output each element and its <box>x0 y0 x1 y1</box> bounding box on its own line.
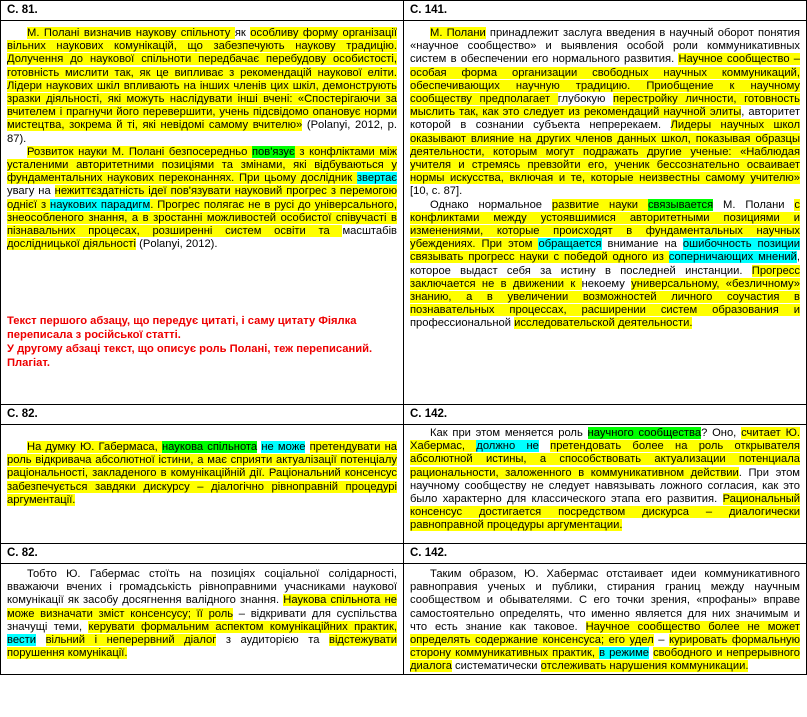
highlighted-text: вести <box>7 634 37 647</box>
right-page-label: С. 141. <box>404 1 807 21</box>
text-span: – <box>653 634 670 647</box>
highlighted-text: развитие науки <box>551 198 648 211</box>
left-text <box>7 441 397 507</box>
text-span: як <box>234 27 251 39</box>
highlighted-text: обращается <box>538 238 602 251</box>
highlighted-text: наукова спільнота <box>161 441 258 453</box>
highlighted-text: Научное сообщество более не может определять содержание консенсуса; его удел <box>410 620 800 647</box>
highlighted-text: Розвиток науки М. Полані безпосередньо <box>27 145 252 158</box>
text-span: [10, с. 87]. <box>410 185 463 198</box>
right-page-label: С. 142. <box>404 405 807 425</box>
text-span: М. Полани <box>713 198 795 211</box>
highlighted-text: особливу форму організації вільних наукових комунікацій, що забезпечують наукову традицію. Долучення до наукової спільноти передбачає перебудову особистості, готовність мислити так, як це випливає з рекомендацій наукової еліти. Лідери наукових шкіл впливають на інших членів цих шкіл, демонструють зразки діяльності, які можуть наслідувати інші вчені: «Спостерігаючи за вчителем і прагнучи його перевершити, учень підсвідомо опановує норми мистецтва, зокрема й ті, які невідомі самому вчителю» <box>7 27 398 132</box>
highlighted-text: претендовать более на роль открывателя абсолютной истины, а способствовать актуализации потенциала рациональности, заложенного в коммуникативном действии <box>410 440 800 479</box>
highlighted-text: связывается <box>647 198 714 211</box>
right-text-cell <box>404 425 807 544</box>
highlighted-text: керувати формальним аспектом комунікаційних практик, <box>88 620 397 633</box>
left-text-cell <box>1 564 404 675</box>
row-header <box>1 1 807 21</box>
text-span: (Polanyi, 2012, p. 87). <box>7 119 397 145</box>
row-body <box>1 21 807 405</box>
text-span: . При этом научному сообществу не следует навязывать ложного согласия, как это было характерно для классического этапа его развития. <box>410 466 800 506</box>
highlighted-text: ошибочность позиции <box>682 238 800 251</box>
row-header <box>1 405 807 425</box>
highlighted-text: научного сообщества <box>587 427 702 439</box>
highlighted-text: перестройку личности, готовность мыслить так, как это следует из рекомендаций научной элиты <box>410 93 800 119</box>
highlighted-text: универсальному, «безличному» знанию, а в увеличении возможностей личного соучастия в познавательных процессах, расширении систем образования и <box>410 277 800 317</box>
right-text <box>410 427 800 533</box>
highlighted-text: претендувати на роль відкривача абсолютної істини, а має сприяти актуалізації потенціалу раціональності, закладеного в комунікаційній дії. Раціональний консенсус забезпечується завдяки дискурсу – діалогічно рівноправній процедурі аргументації. <box>7 441 398 506</box>
highlighted-text: пов'язує <box>251 145 295 158</box>
note-line: У другому абзаці текст, що описує роль Полані, теж переписаний. <box>7 343 373 356</box>
left-text <box>7 568 397 660</box>
highlighted-text: связывать прогресс науки с победой одного из <box>410 251 669 264</box>
text-span <box>36 634 46 646</box>
highlighted-text: Научное сообщество – особая форма организации свободных научных коммуникаций, обеспечивающих научную традицию. Приобщение к научному сообществу предполагает <box>410 53 800 106</box>
left-page-label: С. 81. <box>1 1 404 21</box>
highlighted-text: должно не <box>476 440 539 453</box>
paragraph <box>7 568 397 660</box>
highlighted-text: М. Полани <box>430 27 486 39</box>
text-span: з аудиторією та <box>216 634 329 647</box>
text-span: внимание на <box>601 238 683 251</box>
highlighted-text: з конфліктами між усталеними авторитетними позиціями та змінами, які відбуваються у фундаментальних наукових переконаннях. При цьому дослідник <box>7 145 397 185</box>
highlighted-text: звертає <box>356 172 397 185</box>
paragraph <box>7 441 397 507</box>
text-span: (Polanyi, 2012). <box>136 238 218 251</box>
highlighted-text: с конфликтами между устоявшимися авторитетными позициями и изменениями, которые происходят в фундаментальных научных убеждениях. При этом <box>410 198 801 251</box>
left-text-cell <box>1 21 404 405</box>
highlighted-text: наукових парадигм <box>50 198 151 211</box>
plagiarism-note <box>7 314 397 370</box>
highlighted-text: Рациональный консенсус достигается посредством дискурса – диалогически равноправной процедуры аргументации. <box>410 493 800 532</box>
right-page-label: С. 142. <box>404 544 807 564</box>
highlighted-text: нежиттєздатність ідеї пов'язувати науковий прогрес з перемогою однієї з <box>7 185 397 211</box>
highlighted-text: Прогресс заключается не в движении к <box>410 264 800 290</box>
text-span: , авторитет которой в сознании субъекта непререкаем. <box>410 106 800 132</box>
row-body <box>1 564 807 675</box>
text-span: некоему <box>581 277 632 290</box>
right-text <box>410 27 800 331</box>
left-text <box>7 27 397 251</box>
text-span: увагу на <box>7 185 55 198</box>
text-span: Как при этом меняется роль <box>430 427 588 439</box>
text-span: – відкривати для суспільства значущі теми, <box>7 607 397 633</box>
right-text-cell <box>404 564 807 675</box>
highlighted-text: исследовательской деятельности. <box>514 317 693 330</box>
highlighted-text: Лидеры научных школ оказывают влияние на других членов данных школ, показывая образцы деятельности, которым могут подражать другие ученые: «Наблюдая учителя и стремясь превзойти его, ученик бессознательно осваивает нормы искусства, включая и те, которые неизвестны самому учителю» <box>410 119 800 185</box>
highlighted-text: Наукова спільнота не може визначати зміст консенсусу; її роль <box>7 594 398 620</box>
text-span: Однако нормальное <box>430 198 552 211</box>
highlighted-text: . Прогрес полягає не в русі до універсального, знеособленого знання, а в зростанні можливостей особистої співучасті в пізнавальних процесах, розширенні систем освіти та <box>7 198 397 238</box>
highlighted-text: отслеживать нарушения коммуникации. <box>540 660 749 673</box>
right-text <box>410 568 800 674</box>
text-span <box>305 441 309 453</box>
highlighted-text: свободного и непрерывного диалога <box>410 647 800 673</box>
text-span: , которое выдаст себя за истину в последней инстанции. <box>410 251 800 277</box>
text-span: профессиональной <box>410 317 515 330</box>
paragraph <box>410 427 800 533</box>
highlighted-text: курировать формальную сторону коммуникативных практик, <box>410 634 800 660</box>
text-span: систематически <box>451 660 541 673</box>
note-line: Плагіат. <box>7 357 50 370</box>
paragraph <box>410 199 800 331</box>
highlighted-text: дослідницької діяльності <box>7 238 137 251</box>
highlighted-text: соперничающих мнений <box>668 251 797 264</box>
highlighted-text: наукову спільноту <box>135 27 235 39</box>
paragraph <box>7 146 397 252</box>
highlighted-text: М. Полані визначив <box>27 27 136 39</box>
text-span: принадлежит заслуга введения в научный оборот понятия «научное сообщество» и выявления особой роли коммуникативных систем в обеспечении его нормального развития. <box>410 27 800 66</box>
highlighted-text: відстежувати порушення комунікації. <box>7 634 398 660</box>
right-text-cell <box>404 21 807 405</box>
highlighted-text: в режиме <box>599 647 650 660</box>
paragraph <box>410 27 800 199</box>
left-text-cell <box>1 425 404 544</box>
text-span <box>539 440 550 452</box>
left-page-label: С. 82. <box>1 405 404 425</box>
text-span: Тобто Ю. Габермас стоїть на позиціях соціальної солідарності, вважаючи вчених і громадськість рівноправними учасниками наукової комунікації як засобу досягнення валідного знання. <box>7 568 397 607</box>
paragraph <box>410 568 800 674</box>
text-span: глубокую <box>557 93 614 106</box>
note-line: Текст першого абзацу, що передує цитаті, і саму цитату Фіялка переписала з російської статті. <box>7 315 357 342</box>
left-page-label: С. 82. <box>1 544 404 564</box>
row-header <box>1 544 807 564</box>
text-span: ? Оно, <box>701 427 742 439</box>
row-body <box>1 425 807 544</box>
text-span: Таким образом, Ю. Хабермас отстаивает идеи коммуникативного равноправия ученых и публики, стирания границ между научным сообществом и обывателями. С его точки зрения, «профаны» вправе самостоятельно определять, что именно является для них значимым и что есть знание как таковое. <box>410 568 800 633</box>
paragraph <box>7 27 397 146</box>
highlighted-text: вільний і неперервний діалог <box>45 634 217 647</box>
text-span: масштабів <box>342 225 397 238</box>
highlighted-text: На думку Ю. Габермаса, <box>27 441 162 453</box>
highlighted-text: не може <box>261 441 306 453</box>
highlighted-text: считает Ю. Хабермас, <box>410 427 800 453</box>
